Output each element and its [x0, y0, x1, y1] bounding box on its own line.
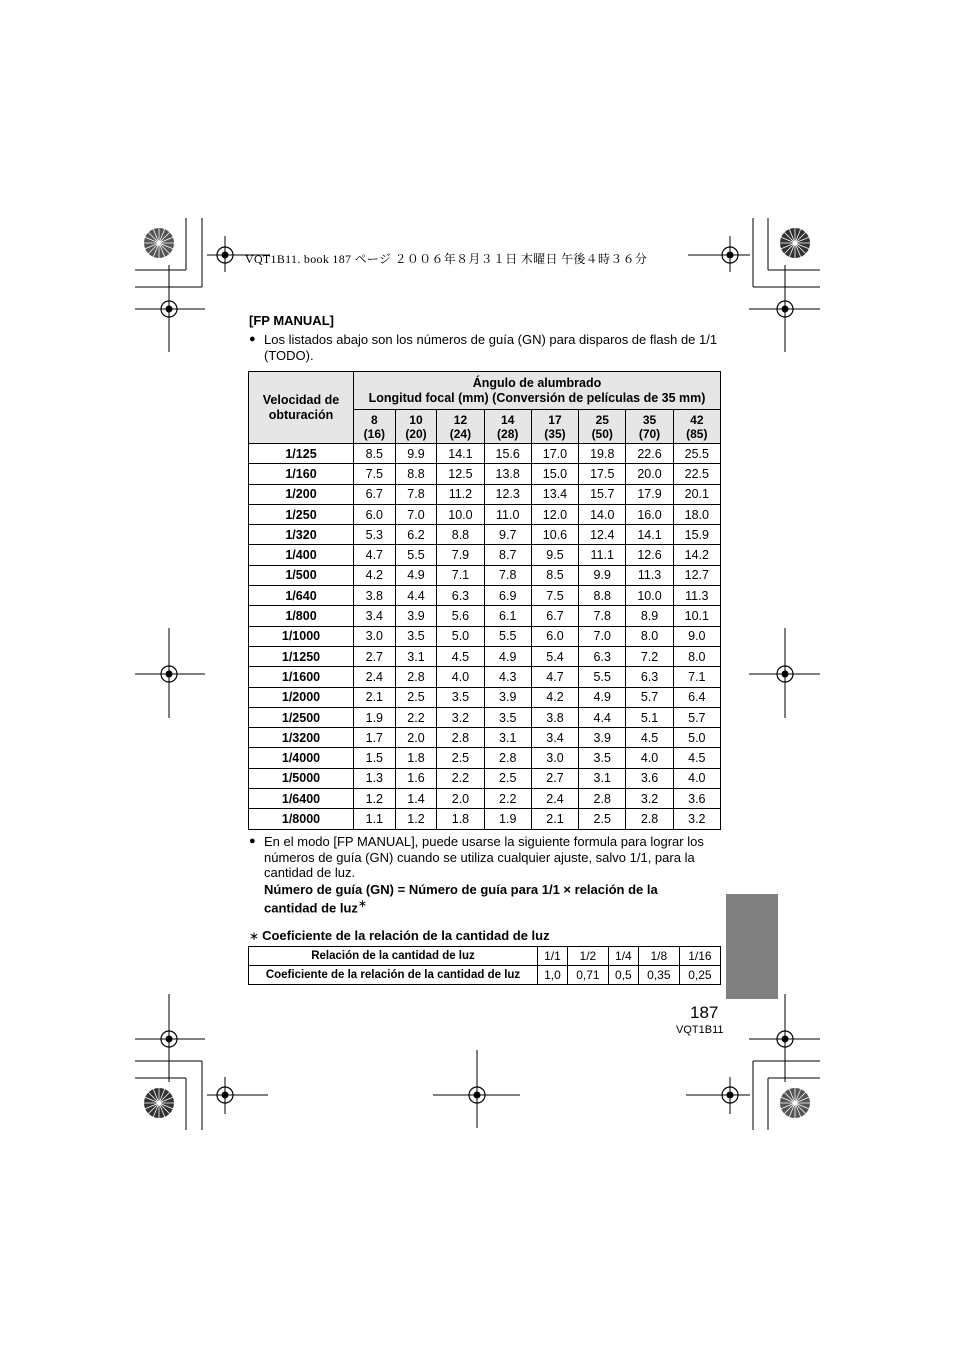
coefficient-label: Coeficiente de la relación de la cantidad de luz	[249, 966, 538, 985]
table-row	[249, 525, 721, 545]
guide-number-cell: 14.1	[626, 525, 673, 545]
section-tab	[726, 894, 778, 999]
guide-number-cell: 2.5	[437, 748, 484, 768]
guide-number-cell: 3.2	[626, 789, 673, 809]
guide-number-cell: 6.3	[437, 586, 484, 606]
guide-number-cell: 9.5	[531, 545, 578, 565]
guide-number-cell: 1.9	[484, 809, 531, 829]
guide-number-cell: 8.0	[673, 646, 720, 666]
table-row	[249, 748, 721, 768]
guide-number-cell: 2.4	[531, 789, 578, 809]
guide-number-cell: 11.1	[579, 545, 626, 565]
guide-number-cell: 7.8	[395, 484, 437, 504]
bullet-icon: ●	[249, 333, 256, 345]
guide-number-cell: 14.0	[579, 504, 626, 524]
shutter-speed-cell: 1/500	[249, 565, 354, 585]
light-ratio-table	[248, 946, 721, 985]
guide-number-cell: 3.6	[673, 789, 720, 809]
table-row	[249, 687, 721, 707]
guide-number-cell: 17.9	[626, 484, 673, 504]
guide-number-cell: 5.0	[673, 728, 720, 748]
guide-number-cell: 7.0	[579, 626, 626, 646]
coefficient-value-cell: 0,71	[567, 966, 608, 985]
guide-number-cell: 14.2	[673, 545, 720, 565]
guide-number-cell: 4.7	[531, 667, 578, 687]
table-row	[249, 545, 721, 565]
guide-number-cell: 7.8	[579, 606, 626, 626]
guide-number-cell: 5.3	[354, 525, 396, 545]
guide-number-cell: 14.1	[437, 444, 484, 464]
guide-number-cell: 9.7	[484, 525, 531, 545]
shutter-speed-cell: 1/6400	[249, 789, 354, 809]
focal-length-header: 8 (16)	[354, 410, 396, 444]
guide-number-cell: 10.6	[531, 525, 578, 545]
table-row	[249, 768, 721, 788]
focal-length-header: 35 (70)	[626, 410, 673, 444]
guide-number-cell: 6.2	[395, 525, 437, 545]
guide-number-cell: 8.5	[354, 444, 396, 464]
guide-number-cell: 6.7	[531, 606, 578, 626]
print-header: VQT1B11. book 187 ページ ２００６年８月３１日 木曜日 午後４時３６分	[245, 252, 648, 266]
coefficient-value-cell: 1,0	[538, 966, 568, 985]
guide-number-cell: 20.0	[626, 464, 673, 484]
intro-text: Los listados abajo son los números de guía (GN) para disparos de flash de 1/1 (TODO).	[264, 332, 718, 363]
guide-number-cell: 2.1	[531, 809, 578, 829]
guide-number-cell: 2.2	[395, 707, 437, 727]
shutter-speed-cell: 1/125	[249, 444, 354, 464]
coef-title: ∗ Coeficiente de la relación de la cantidad de luz	[249, 928, 550, 943]
guide-number-cell: 5.5	[484, 626, 531, 646]
shutter-speed-cell: 1/2500	[249, 707, 354, 727]
guide-number-cell: 2.5	[395, 687, 437, 707]
guide-number-cell: 6.7	[354, 484, 396, 504]
guide-number-cell: 5.5	[579, 667, 626, 687]
guide-number-cell: 15.7	[579, 484, 626, 504]
guide-number-cell: 2.2	[484, 789, 531, 809]
guide-number-cell: 22.5	[673, 464, 720, 484]
guide-number-cell: 3.5	[579, 748, 626, 768]
shutter-speed-cell: 1/1600	[249, 667, 354, 687]
guide-number-cell: 12.0	[531, 504, 578, 524]
section-title: [FP MANUAL]	[249, 313, 334, 328]
guide-number-cell: 9.9	[579, 565, 626, 585]
shutter-speed-cell: 1/8000	[249, 809, 354, 829]
guide-number-cell: 1.5	[354, 748, 396, 768]
guide-number-cell: 4.0	[626, 748, 673, 768]
ratio-value-cell: 1/8	[638, 947, 679, 966]
guide-number-cell: 10.0	[626, 586, 673, 606]
guide-number-cell: 1.1	[354, 809, 396, 829]
focal-length-header: 10 (20)	[395, 410, 437, 444]
guide-number-cell: 11.3	[673, 586, 720, 606]
focal-length-header: 42 (85)	[673, 410, 720, 444]
guide-number-cell: 1.3	[354, 768, 396, 788]
document-code: VQT1B11	[676, 1024, 724, 1036]
guide-number-cell: 2.0	[395, 728, 437, 748]
guide-number-cell: 1.6	[395, 768, 437, 788]
guide-number-cell: 3.9	[579, 728, 626, 748]
guide-number-cell: 1.4	[395, 789, 437, 809]
guide-number-cell: 1.7	[354, 728, 396, 748]
guide-number-cell: 17.5	[579, 464, 626, 484]
guide-number-cell: 3.6	[626, 768, 673, 788]
guide-number-cell: 4.9	[579, 687, 626, 707]
guide-number-cell: 4.4	[395, 586, 437, 606]
guide-number-cell: 3.5	[395, 626, 437, 646]
shutter-speed-cell: 1/2000	[249, 687, 354, 707]
guide-number-cell: 3.0	[531, 748, 578, 768]
guide-number-cell: 2.8	[626, 809, 673, 829]
guide-number-cell: 3.2	[437, 707, 484, 727]
shutter-speed-cell: 1/250	[249, 504, 354, 524]
guide-number-cell: 1.2	[354, 789, 396, 809]
guide-number-cell: 1.9	[354, 707, 396, 727]
focal-length-header: 12 (24)	[437, 410, 484, 444]
guide-number-cell: 3.8	[531, 707, 578, 727]
guide-number-cell: 5.4	[531, 646, 578, 666]
guide-number-cell: 4.2	[531, 687, 578, 707]
note-text: En el modo [FP MANUAL], puede usarse la siguiente formula para lograr los números de guía (GN) cuando se utiliza cualquier ajuste, salvo 1/1, para la cantidad de luz.	[264, 834, 704, 880]
guide-number-cell: 5.5	[395, 545, 437, 565]
guide-number-cell: 7.2	[626, 646, 673, 666]
guide-number-cell: 20.1	[673, 484, 720, 504]
guide-number-cell: 2.0	[437, 789, 484, 809]
table-row	[249, 728, 721, 748]
guide-number-cell: 11.0	[484, 504, 531, 524]
guide-number-cell: 8.0	[626, 626, 673, 646]
guide-number-cell: 3.1	[484, 728, 531, 748]
shutter-speed-cell: 1/4000	[249, 748, 354, 768]
guide-number-cell: 15.0	[531, 464, 578, 484]
guide-number-cell: 12.4	[579, 525, 626, 545]
guide-number-cell: 6.9	[484, 586, 531, 606]
guide-number-cell: 8.7	[484, 545, 531, 565]
guide-number-cell: 7.1	[437, 565, 484, 585]
guide-number-cell: 2.8	[579, 789, 626, 809]
coefficient-value-cell: 0,25	[679, 966, 720, 985]
guide-number-cell: 5.7	[673, 707, 720, 727]
guide-number-cell: 8.8	[579, 586, 626, 606]
guide-number-cell: 22.6	[626, 444, 673, 464]
guide-number-cell: 3.4	[531, 728, 578, 748]
ratio-value-cell: 1/2	[567, 947, 608, 966]
ratio-label: Relación de la cantidad de luz	[249, 947, 538, 966]
ratio-value-cell: 1/1	[538, 947, 568, 966]
guide-number-cell: 13.4	[531, 484, 578, 504]
table-row	[249, 626, 721, 646]
guide-number-cell: 1.2	[395, 809, 437, 829]
guide-number-cell: 19.8	[579, 444, 626, 464]
guide-number-cell: 11.2	[437, 484, 484, 504]
guide-number-cell: 4.0	[437, 667, 484, 687]
guide-number-cell: 7.8	[484, 565, 531, 585]
guide-number-cell: 1.8	[395, 748, 437, 768]
guide-number-cell: 2.7	[531, 768, 578, 788]
guide-number-cell: 4.9	[395, 565, 437, 585]
guide-number-cell: 6.4	[673, 687, 720, 707]
bullet-icon: ●	[249, 835, 256, 847]
guide-number-cell: 2.8	[437, 728, 484, 748]
guide-number-cell: 4.5	[673, 748, 720, 768]
guide-number-cell: 8.8	[395, 464, 437, 484]
guide-number-cell: 10.1	[673, 606, 720, 626]
guide-number-cell: 3.1	[579, 768, 626, 788]
guide-number-cell: 4.9	[484, 646, 531, 666]
shutter-speed-cell: 1/800	[249, 606, 354, 626]
guide-number-cell: 5.6	[437, 606, 484, 626]
guide-number-cell: 12.7	[673, 565, 720, 585]
shutter-speed-cell: 1/1000	[249, 626, 354, 646]
guide-number-cell: 7.5	[531, 586, 578, 606]
shutter-speed-cell: 1/200	[249, 484, 354, 504]
guide-number-cell: 4.3	[484, 667, 531, 687]
guide-number-cell: 3.1	[395, 646, 437, 666]
table-row	[249, 565, 721, 585]
coefficient-value-cell: 0,35	[638, 966, 679, 985]
guide-number-cell: 8.9	[626, 606, 673, 626]
guide-number-cell: 2.2	[437, 768, 484, 788]
table-row	[249, 444, 721, 464]
guide-number-cell: 6.1	[484, 606, 531, 626]
guide-number-cell: 7.0	[395, 504, 437, 524]
guide-number-cell: 18.0	[673, 504, 720, 524]
table-row	[249, 586, 721, 606]
guide-number-cell: 4.7	[354, 545, 396, 565]
guide-number-cell: 2.7	[354, 646, 396, 666]
guide-number-cell: 5.1	[626, 707, 673, 727]
table-row	[249, 667, 721, 687]
guide-number-cell: 4.4	[579, 707, 626, 727]
guide-number-cell: 3.0	[354, 626, 396, 646]
guide-number-cell: 9.9	[395, 444, 437, 464]
guide-number-cell: 15.6	[484, 444, 531, 464]
shutter-speed-cell: 1/320	[249, 525, 354, 545]
focal-length-header: 25 (50)	[579, 410, 626, 444]
guide-number-cell: 3.4	[354, 606, 396, 626]
guide-number-cell: 3.9	[484, 687, 531, 707]
guide-number-cell: 8.8	[437, 525, 484, 545]
guide-number-cell: 1.8	[437, 809, 484, 829]
guide-number-cell: 7.9	[437, 545, 484, 565]
table-row	[249, 464, 721, 484]
guide-number-cell: 11.3	[626, 565, 673, 585]
guide-number-cell: 13.8	[484, 464, 531, 484]
guide-number-cell: 12.6	[626, 545, 673, 565]
table-row	[249, 646, 721, 666]
table-row	[249, 789, 721, 809]
guide-number-cell: 7.5	[354, 464, 396, 484]
guide-number-cell: 25.5	[673, 444, 720, 464]
guide-number-cell: 17.0	[531, 444, 578, 464]
guide-number-cell: 6.0	[354, 504, 396, 524]
shutter-speed-cell: 1/160	[249, 464, 354, 484]
guide-number-cell: 3.2	[673, 809, 720, 829]
focal-length-header: 17 (35)	[531, 410, 578, 444]
shutter-speed-cell: 1/3200	[249, 728, 354, 748]
table-row	[249, 484, 721, 504]
guide-number-cell: 2.4	[354, 667, 396, 687]
guide-number-cell: 4.0	[673, 768, 720, 788]
ratio-value-cell: 1/4	[608, 947, 638, 966]
table-row	[249, 707, 721, 727]
guide-number-cell: 5.7	[626, 687, 673, 707]
shutter-speed-cell: 1/1250	[249, 646, 354, 666]
guide-number-cell: 2.5	[484, 768, 531, 788]
guide-number-table	[248, 371, 721, 830]
coefficient-value-cell: 0,5	[608, 966, 638, 985]
table-row	[249, 809, 721, 829]
table-row	[249, 606, 721, 626]
guide-number-cell: 5.0	[437, 626, 484, 646]
guide-number-cell: 2.1	[354, 687, 396, 707]
guide-number-cell: 4.2	[354, 565, 396, 585]
guide-number-cell: 12.5	[437, 464, 484, 484]
guide-number-cell: 16.0	[626, 504, 673, 524]
guide-number-cell: 12.3	[484, 484, 531, 504]
ratio-value-cell: 1/16	[679, 947, 720, 966]
guide-number-cell: 9.0	[673, 626, 720, 646]
guide-number-cell: 3.5	[484, 707, 531, 727]
shutter-speed-cell: 1/5000	[249, 768, 354, 788]
guide-number-cell: 15.9	[673, 525, 720, 545]
guide-number-cell: 4.5	[437, 646, 484, 666]
speed-header: Velocidad de obturación	[249, 372, 354, 444]
guide-number-cell: 3.9	[395, 606, 437, 626]
page-number: 187	[690, 1003, 719, 1022]
guide-number-cell: 4.5	[626, 728, 673, 748]
shutter-speed-cell: 1/400	[249, 545, 354, 565]
angle-header: Ángulo de alumbrado Longitud focal (mm) (Conversión de películas de 35 mm)	[354, 372, 721, 410]
guide-number-cell: 7.1	[673, 667, 720, 687]
table-row	[249, 504, 721, 524]
guide-number-cell: 3.5	[437, 687, 484, 707]
guide-number-cell: 2.8	[395, 667, 437, 687]
guide-number-cell: 10.0	[437, 504, 484, 524]
guide-number-cell: 8.5	[531, 565, 578, 585]
shutter-speed-cell: 1/640	[249, 586, 354, 606]
guide-number-cell: 6.3	[579, 646, 626, 666]
guide-number-cell: 3.8	[354, 586, 396, 606]
guide-number-cell: 6.3	[626, 667, 673, 687]
guide-number-cell: 2.8	[484, 748, 531, 768]
guide-number-cell: 2.5	[579, 809, 626, 829]
guide-number-cell: 6.0	[531, 626, 578, 646]
formula-text: Número de guía (GN) = Número de guía para 1/1 × relación de la cantidad de luz∗	[264, 881, 658, 916]
focal-length-header: 14 (28)	[484, 410, 531, 444]
